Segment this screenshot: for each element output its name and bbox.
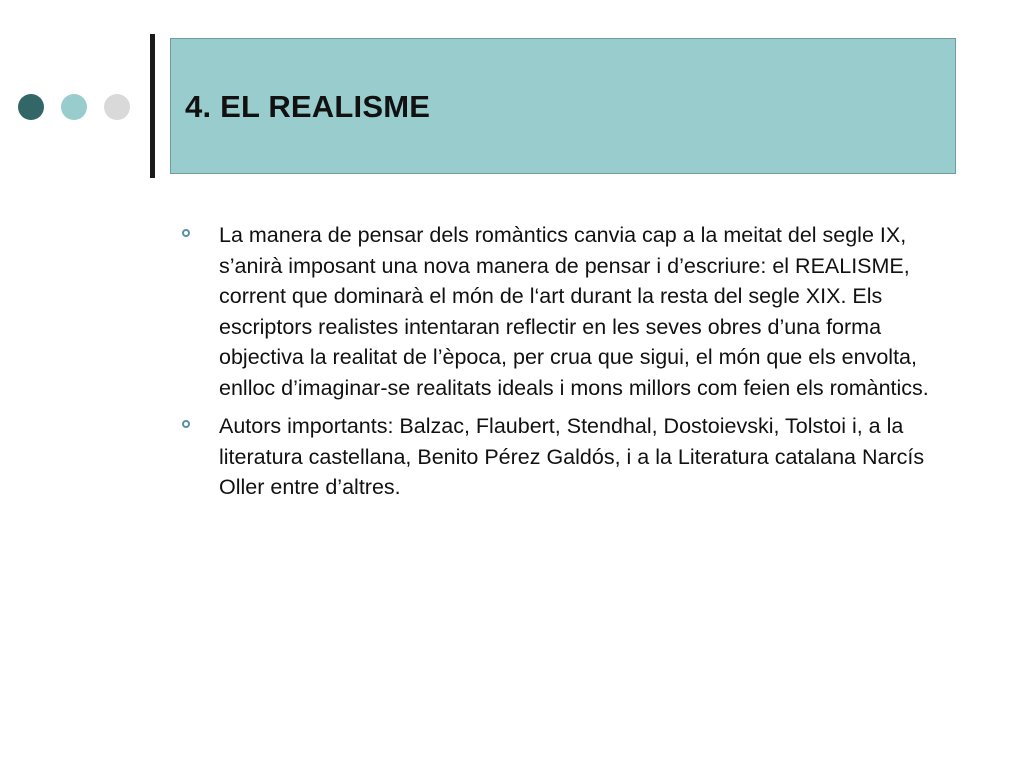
- bullet-item-authors: [182, 411, 942, 503]
- decor-dot-dark-icon: [18, 94, 44, 120]
- title-divider-bar: [150, 34, 155, 178]
- decor-dot-gray-icon: [104, 94, 130, 120]
- decor-dot-teal-icon: [61, 94, 87, 120]
- bullet-list: [182, 220, 942, 503]
- bullet-ring-icon: [182, 420, 190, 428]
- bullet-ring-icon: [182, 229, 190, 237]
- slide-title: 4. EL REALISME: [185, 89, 431, 124]
- title-box: [170, 38, 956, 174]
- bullet-text: La manera de pensar dels romàntics canvia cap a la meitat del segle IX, s’anirà imposant una nova manera de pensar i d’escriure: el REALISME, corrent que dominarà el món de l‘art durant la resta del segle XIX. Els escriptors realistes intentaran reflectir en les seves obres d’una forma objectiva la realitat de l’època, per crua que sigui, el món que els envolta, enlloc d’imaginar-se realitats ideals i mons millors com feien els romàntics.: [219, 223, 929, 400]
- bullet-item-realism: [182, 220, 942, 403]
- bullet-text: Autors importants: Balzac, Flaubert, Stendhal, Dostoievski, Tolstoi i, a la literatura castellana, Benito Pérez Galdós, i a la Literatura catalana Narcís Oller entre d’altres.: [219, 414, 925, 499]
